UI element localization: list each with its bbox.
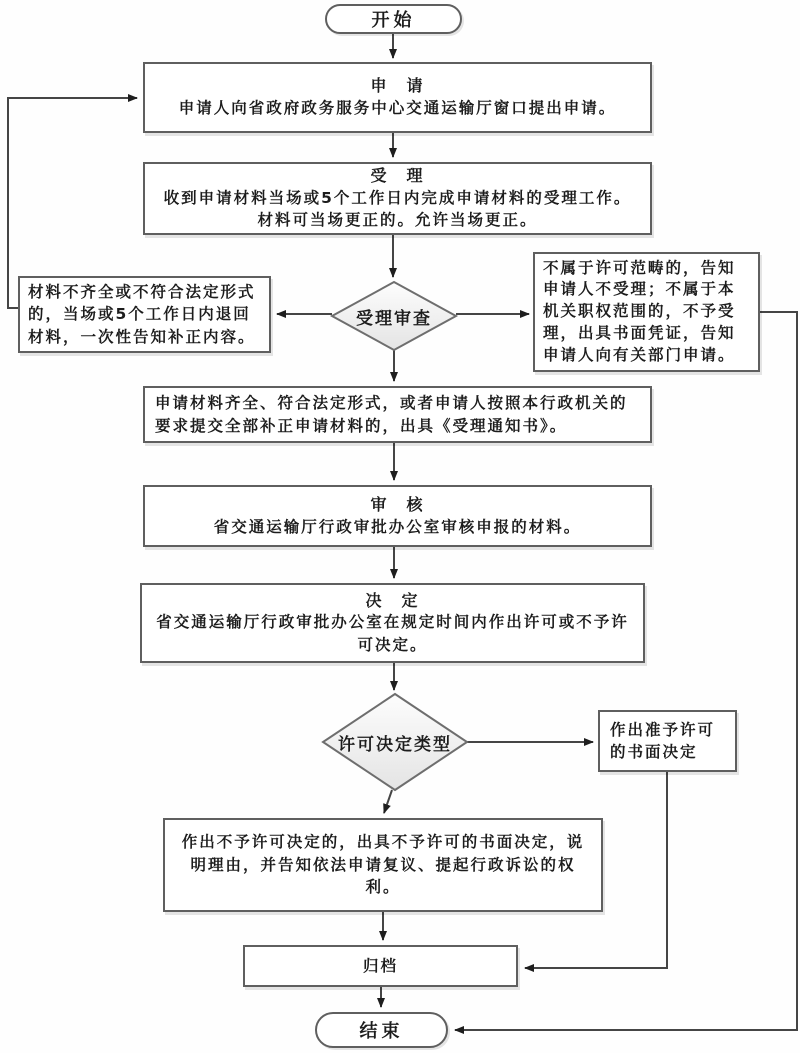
decide-title: 决 定 [365,590,420,610]
archive-label: 归档 [362,956,398,975]
accept-title: 受 理 [370,166,425,186]
acceptance-notice-body: 申请材料齐全、符合法定形式，或者申请人按照本行政机关的要求提交全部补正申请材料的，出具《受理通知书》。 [155,394,628,435]
acceptance-notice-box [143,386,652,443]
verify-box [143,485,652,547]
return-materials-body: 材料不齐全或不符合法定形式的，当场或5个工作日内退回材料，一次性告知补正内容。 [28,282,256,346]
accept-body: 收到申请材料当场或5个工作日内完成申请材料的受理工作。材料可当场更正的。允许当场更正。 [163,188,632,230]
apply-box [143,62,652,133]
verify-body: 省交通运输厅行政审批办公室审核申报的材料。 [213,517,582,536]
decide-box [140,583,645,663]
accept-box [143,162,652,235]
apply-body: 申请人向省政府政务服务中心交通运输厅窗口提出申请。 [178,99,617,118]
reject-notice-body: 不属于许可范畴的，告知申请人不受理；不属于本机关职权范围的，不予受理，出具书面凭证，告知申请人向有关部门申请。 [543,258,736,364]
review-decision-label: 受理审查 [356,308,432,329]
deny-body: 作出不予许可决定的，出具不予许可的书面决定，说明理由，并告知依法申请复议、提起行政诉讼的权利。 [181,833,585,897]
start-label: 开始 [371,10,416,31]
verify-title: 审 核 [370,494,425,514]
reject-notice-box [533,252,760,372]
review-decision-diamond [332,282,456,350]
decide-body: 省交通运输厅行政审批办公室在规定时间内作出许可或不予许可决定。 [156,613,629,654]
grant-body: 作出准予许可的书面决定 [610,720,716,761]
start-node [325,4,462,34]
decision-type-label: 许可决定类型 [338,734,452,755]
grant-box [598,710,737,772]
decision-type-diamond [323,694,467,790]
archive-box [243,945,518,987]
apply-title: 申 请 [370,76,425,96]
end-label: 结束 [359,1021,404,1042]
edge-type-deny [384,790,392,813]
return-materials-box [18,276,271,353]
end-node [315,1012,448,1048]
deny-box [163,818,603,912]
